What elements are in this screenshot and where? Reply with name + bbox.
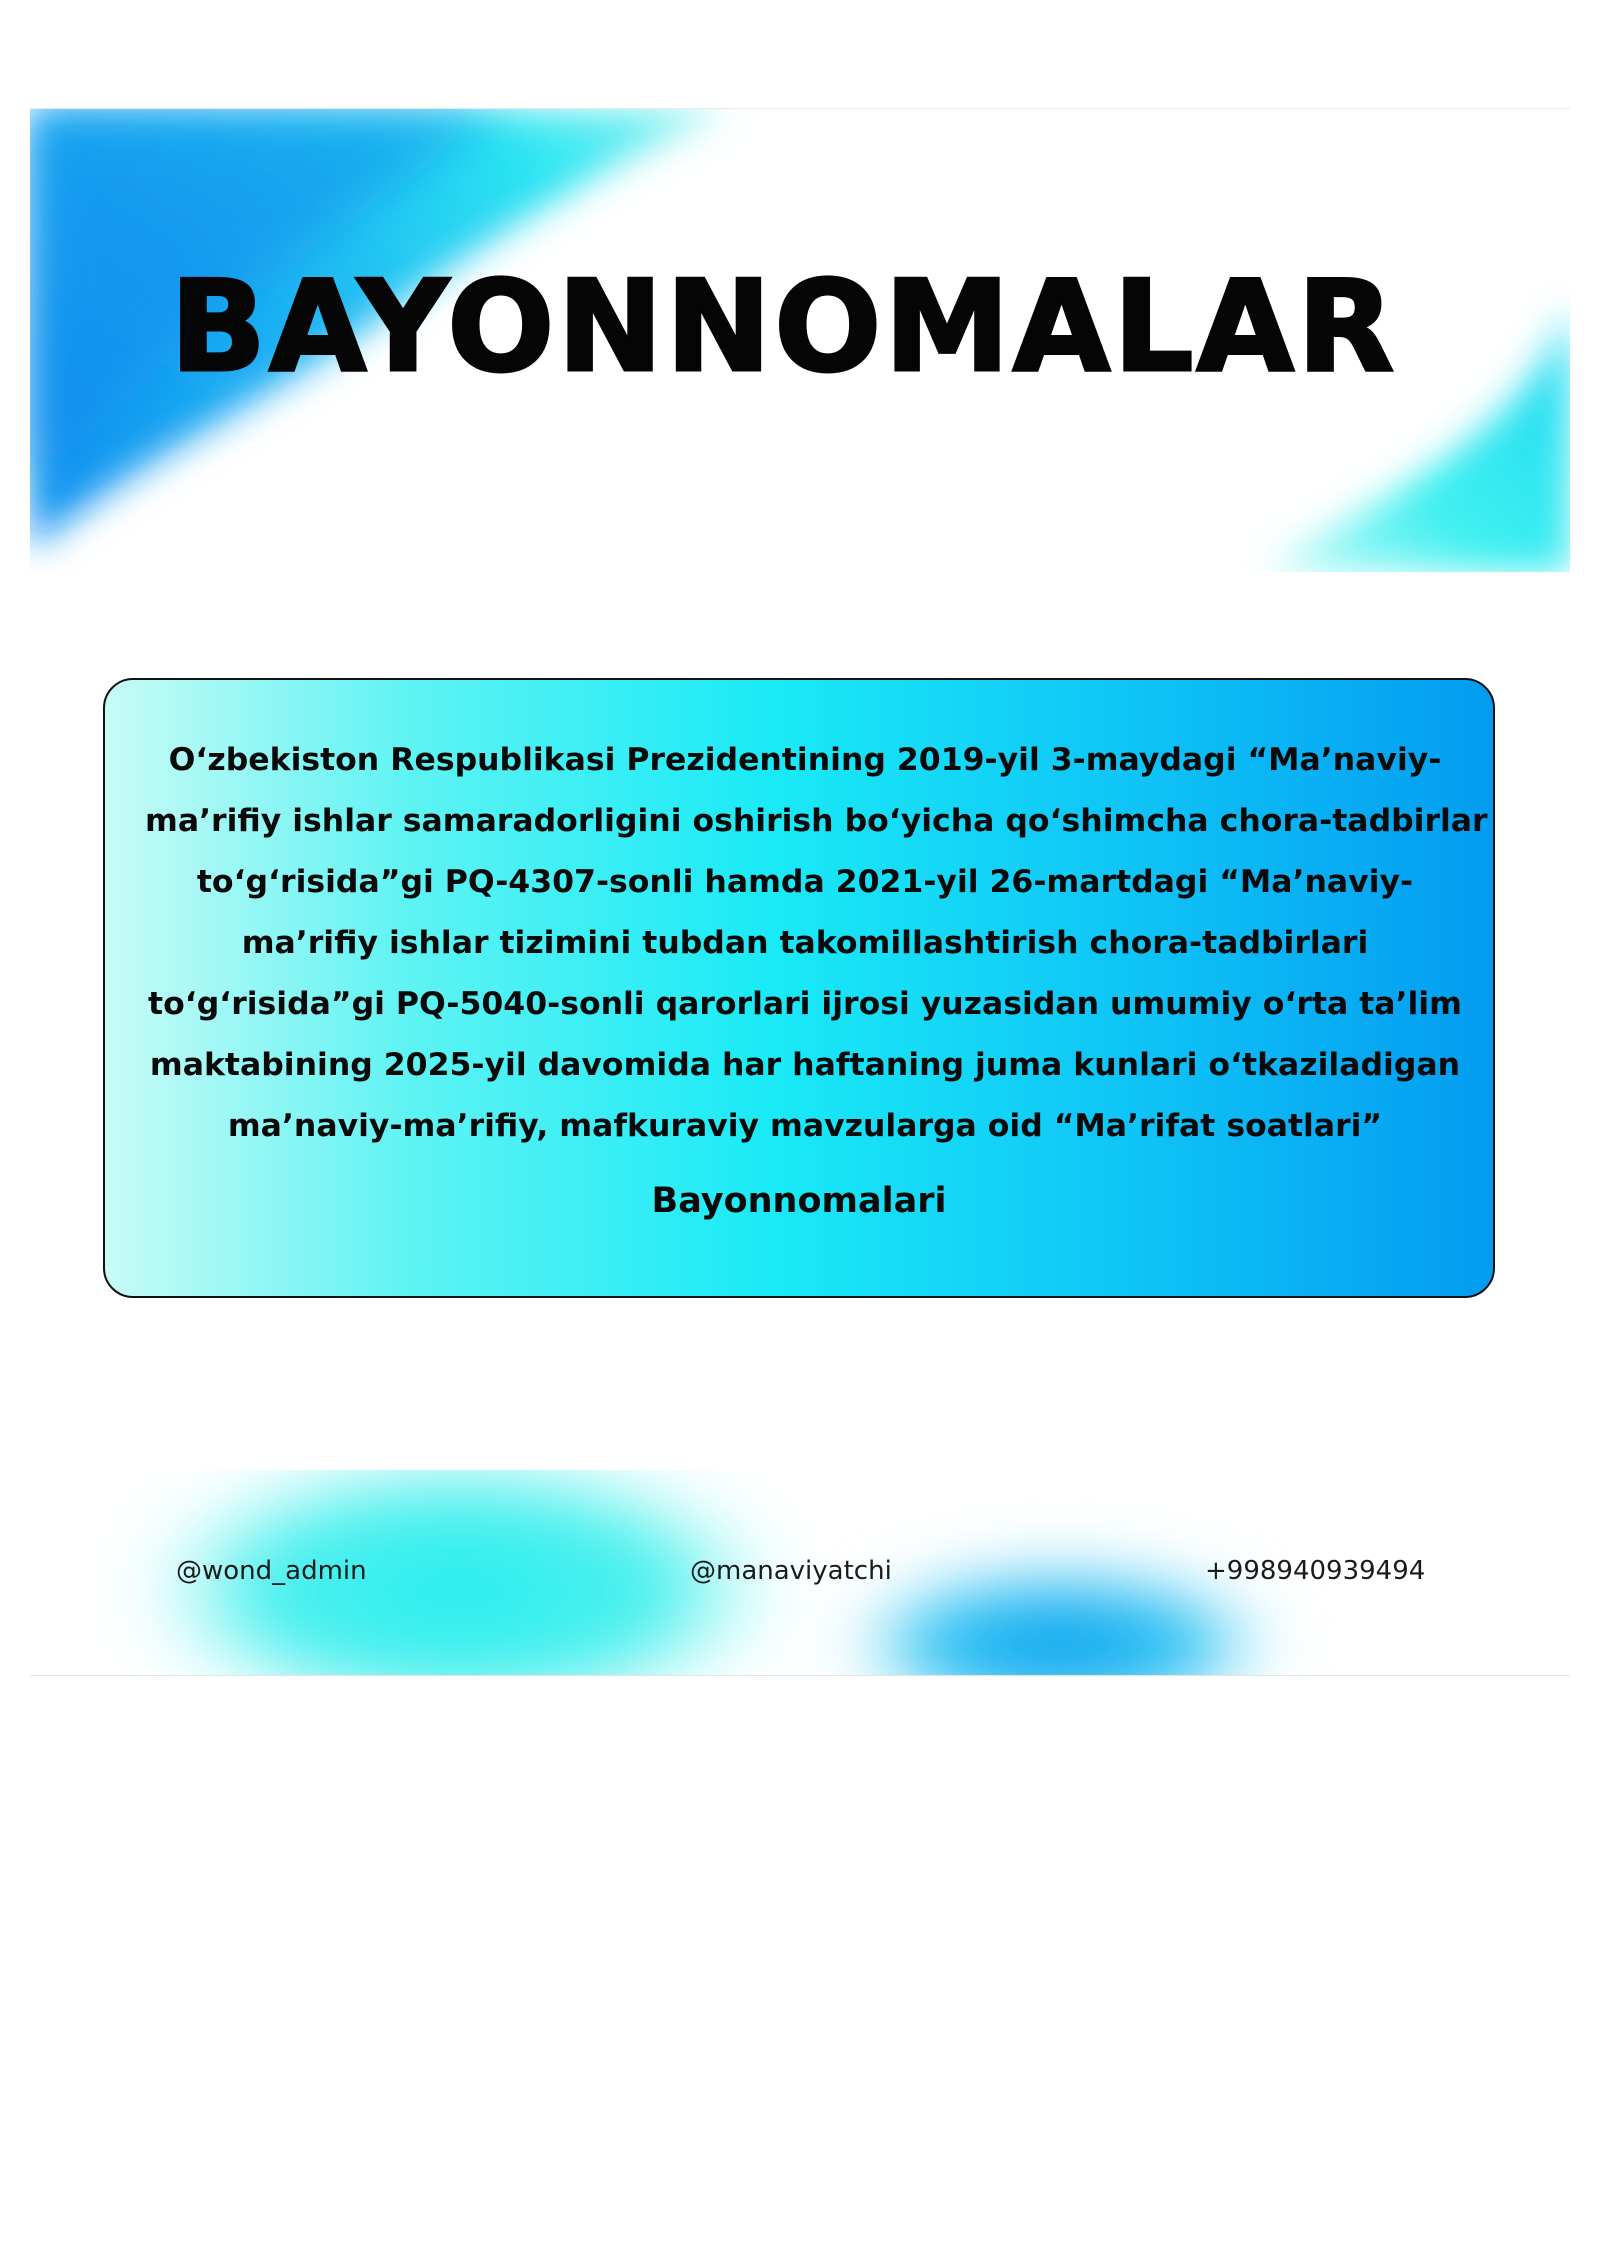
footer-phone-number[interactable]: +998940939494 (1205, 1556, 1426, 1586)
page-title: BAYONNOMALAR (170, 253, 1398, 400)
info-card (103, 678, 1495, 1298)
card-text-line: to‘g‘risida”gi PQ-4307-sonli hamda 2021-yil 26-martdagi “Ma’naviy- (196, 864, 1414, 900)
card-text-line: ma’rifiy ishlar samaradorligini oshirish bo‘yicha qo‘shimcha chora-tadbirlar (145, 803, 1488, 839)
card-text-line: ma’rifiy ishlar tizimini tubdan takomillashtirish chora-tadbirlari (241, 925, 1369, 961)
card-description (145, 730, 1488, 1157)
footer-banner (30, 1470, 1570, 1676)
card-text-line: O‘zbekiston Respublikasi Prezidentining 2019-yil 3-maydagi “Ma’naviy- (168, 742, 1442, 778)
card-subtitle: Bayonnomalari (651, 1181, 947, 1221)
footer-handle-manaviyatchi[interactable]: @manaviyatchi (690, 1556, 892, 1586)
header-banner (30, 108, 1570, 572)
card-text-line: ma’naviy-ma’rifiy, mafkuraviy mavzularga oid “Ma’rifat soatlari” (227, 1108, 1383, 1144)
card-text-line: maktabining 2025-yil davomida har haftaning juma kunlari o‘tkaziladigan (149, 1047, 1461, 1083)
card-text-line: to‘g‘risida”gi PQ-5040-sonli qarorlari ijrosi yuzasidan umumiy o‘rta ta’lim (148, 986, 1462, 1022)
footer-handle-wond-admin[interactable]: @wond_admin (176, 1556, 367, 1586)
